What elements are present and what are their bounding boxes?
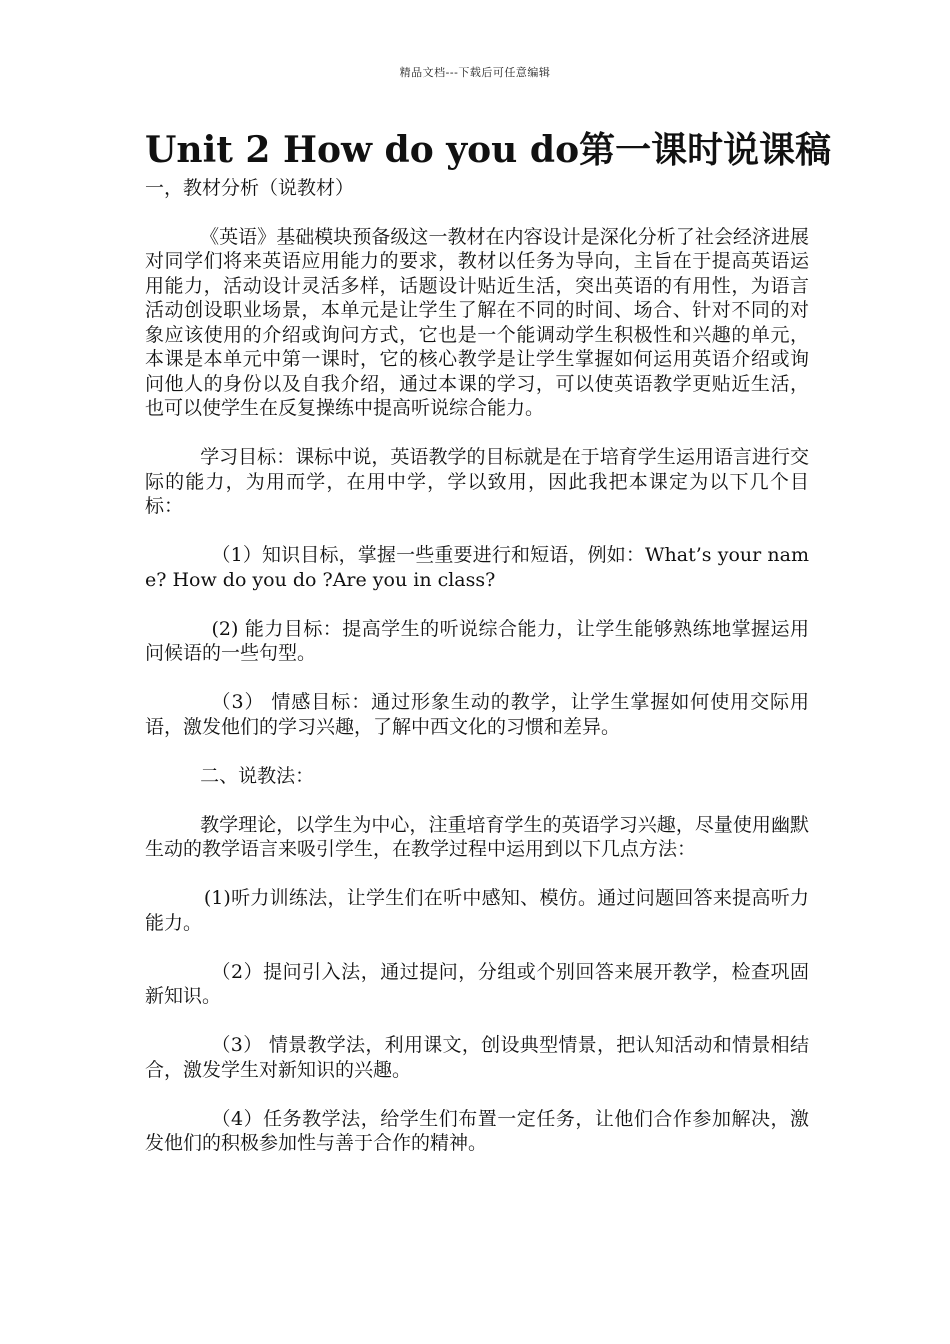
paragraph-goal-ability: (2) 能力目标：提高学生的听说综合能力，让学生能够熟练地掌握运用问候语的一些句型。 bbox=[145, 617, 809, 664]
header-note: 精品文档---下载后可任意编辑 bbox=[399, 66, 551, 79]
paragraph-learning-goals: 学习目标：课标中说，英语教学的目标就是在于培育学生运用语言进行交际的能力，为用而学，在用中学，学以致用，因此我把本课定为以下几个目标： bbox=[145, 446, 809, 517]
paragraph-method-situational: （3） 情景教学法，利用课文，创设典型情景，把认知活动和情景相结合，激发学生对新知识的兴趣。 bbox=[145, 1034, 809, 1081]
paragraph-method-listening: (1)听力训练法，让学生们在听中感知、模仿。通过问题回答来提高听力能力。 bbox=[145, 887, 809, 934]
section-heading-textbook-analysis: 一，教材分析（说教材） bbox=[145, 177, 355, 199]
paragraph-textbook-intro: 《英语》基础模块预备级这一教材在内容设计是深化分析了社会经济进展对同学们将来英语应用能力的要求，教材以任务为导向，主旨在于提高英语运用能力，活动设计灵活多样，话题设计贴近生活，突出英语的有用性，为语言活动创设职业场景，本单元是让学生了解在不同的时间、场合、针对不同的对象应该使用的介绍或询问方式，它也是一个能调动学生积极性和兴趣的单元，本课是本单元中第一课时，它的核心教学是让学生掌握如何运用英语介绍或询问他人的身份以及自我介绍，通过本课的学习，可以使英语教学更贴近生活，也可以使学生在反复操练中提高听说综合能力。 bbox=[145, 225, 809, 419]
paragraph-method-questioning: （2）提问引入法，通过提问，分组或个别回答来展开教学，检查巩固新知识。 bbox=[145, 960, 809, 1007]
section-heading-teaching-methods: 二、说教法： bbox=[200, 764, 315, 787]
paragraph-goal-knowledge: （1）知识目标，掌握一些重要进行和短语，例如：What’s your name? How do you do ?Are you in class? bbox=[145, 544, 809, 591]
paragraph-goal-emotion: （3） 情感目标：通过形象生动的教学，让学生掌握如何使用交际用语，激发他们的学习兴趣，了解中西文化的习惯和差异。 bbox=[145, 691, 809, 738]
document-title: Unit 2 How do you do第一课时说课稿 bbox=[145, 129, 832, 171]
paragraph-method-task: （4）任务教学法，给学生们布置一定任务，让他们合作参加解决，激发他们的积极参加性与善于合作的精神。 bbox=[145, 1107, 809, 1154]
paragraph-teaching-theory: 教学理论，以学生为中心，注重培育学生的英语学习兴趣，尽量使用幽默生动的教学语言来吸引学生，在教学过程中运用到以下几点方法： bbox=[145, 813, 809, 860]
document-body bbox=[145, 176, 809, 1156]
